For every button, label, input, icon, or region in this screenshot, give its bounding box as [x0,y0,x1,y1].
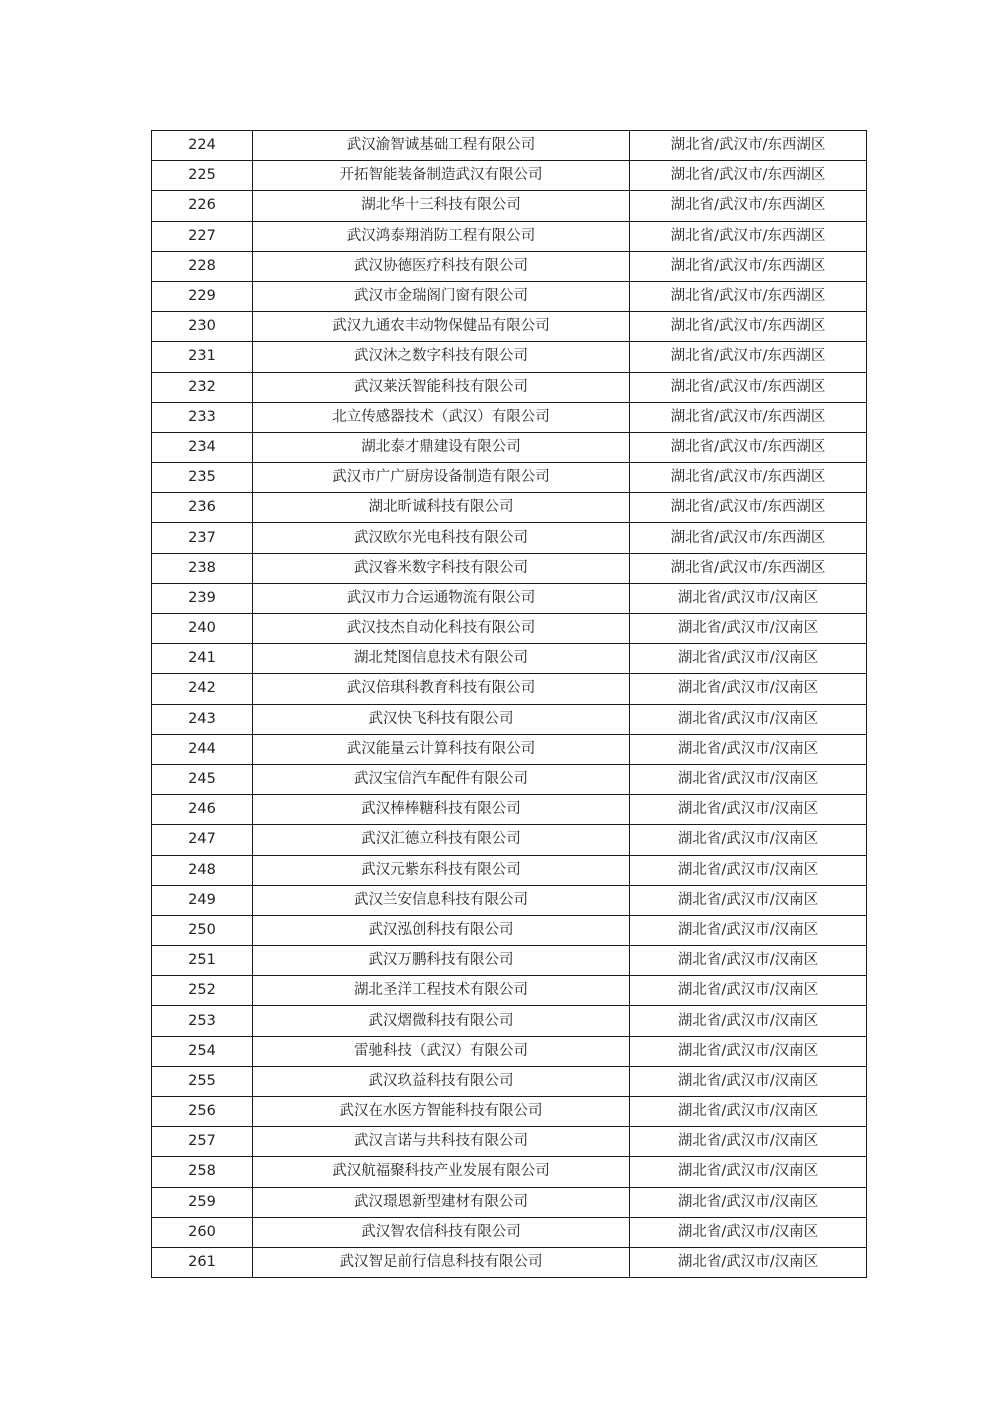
row-number-cell: 228 [152,251,253,281]
company-name-cell: 开拓智能装备制造武汉有限公司 [253,161,630,191]
region-cell: 湖北省/武汉市/汉南区 [630,614,867,644]
table-row [152,251,867,281]
company-name-cell: 武汉航福聚科技产业发展有限公司 [253,1157,630,1187]
company-list-table [151,130,867,1278]
table-row [152,734,867,764]
company-name-cell: 武汉言诺与共科技有限公司 [253,1127,630,1157]
row-number-cell: 251 [152,946,253,976]
table-row [152,614,867,644]
table-row [152,221,867,251]
region-cell: 湖北省/武汉市/东西湖区 [630,463,867,493]
row-number-cell: 225 [152,161,253,191]
company-name-cell: 武汉技杰自动化科技有限公司 [253,614,630,644]
table-row [152,553,867,583]
row-number-cell: 224 [152,131,253,161]
row-number-cell: 226 [152,191,253,221]
region-cell: 湖北省/武汉市/汉南区 [630,976,867,1006]
row-number-cell: 232 [152,372,253,402]
company-name-cell: 武汉棒棒糖科技有限公司 [253,795,630,825]
row-number-cell: 230 [152,312,253,342]
region-cell: 湖北省/武汉市/东西湖区 [630,372,867,402]
company-name-cell: 湖北圣洋工程技术有限公司 [253,976,630,1006]
row-number-cell: 242 [152,674,253,704]
region-cell: 湖北省/武汉市/汉南区 [630,1157,867,1187]
row-number-cell: 250 [152,915,253,945]
company-name-cell: 武汉市力合运通物流有限公司 [253,583,630,613]
region-cell: 湖北省/武汉市/汉南区 [630,946,867,976]
table-row [152,855,867,885]
row-number-cell: 241 [152,644,253,674]
company-name-cell: 武汉兰安信息科技有限公司 [253,885,630,915]
table-row [152,342,867,372]
table-row [152,191,867,221]
company-name-cell: 武汉市广广厨房设备制造有限公司 [253,463,630,493]
region-cell: 湖北省/武汉市/汉南区 [630,764,867,794]
row-number-cell: 227 [152,221,253,251]
row-number-cell: 256 [152,1097,253,1127]
table-row [152,885,867,915]
row-number-cell: 239 [152,583,253,613]
row-number-cell: 245 [152,764,253,794]
table-row [152,312,867,342]
region-cell: 湖北省/武汉市/汉南区 [630,734,867,764]
region-cell: 湖北省/武汉市/东西湖区 [630,432,867,462]
row-number-cell: 235 [152,463,253,493]
region-cell: 湖北省/武汉市/汉南区 [630,885,867,915]
region-cell: 湖北省/武汉市/汉南区 [630,1127,867,1157]
company-name-cell: 武汉快飞科技有限公司 [253,704,630,734]
table-row [152,523,867,553]
region-cell: 湖北省/武汉市/东西湖区 [630,523,867,553]
region-cell: 湖北省/武汉市/汉南区 [630,1247,867,1277]
company-name-cell: 湖北泰才鼎建设有限公司 [253,432,630,462]
table-row [152,1247,867,1277]
region-cell: 湖北省/武汉市/汉南区 [630,704,867,734]
row-number-cell: 240 [152,614,253,644]
row-number-cell: 229 [152,281,253,311]
company-list-body [152,131,867,1278]
row-number-cell: 246 [152,795,253,825]
region-cell: 湖北省/武汉市/汉南区 [630,795,867,825]
row-number-cell: 254 [152,1036,253,1066]
table-row [152,402,867,432]
company-name-cell: 武汉鸿泰翔消防工程有限公司 [253,221,630,251]
table-row [152,946,867,976]
table-row [152,493,867,523]
region-cell: 湖北省/武汉市/汉南区 [630,644,867,674]
region-cell: 湖北省/武汉市/汉南区 [630,1097,867,1127]
table-row [152,1097,867,1127]
row-number-cell: 261 [152,1247,253,1277]
table-row [152,281,867,311]
row-number-cell: 253 [152,1006,253,1036]
table-row [152,915,867,945]
region-cell: 湖北省/武汉市/汉南区 [630,1036,867,1066]
table-row [152,1066,867,1096]
table-row [152,583,867,613]
region-cell: 湖北省/武汉市/东西湖区 [630,553,867,583]
table-row [152,644,867,674]
company-name-cell: 北立传感器技术（武汉）有限公司 [253,402,630,432]
row-number-cell: 234 [152,432,253,462]
company-name-cell: 武汉渝智诚基础工程有限公司 [253,131,630,161]
region-cell: 湖北省/武汉市/东西湖区 [630,402,867,432]
company-name-cell: 武汉宝信汽车配件有限公司 [253,764,630,794]
row-number-cell: 252 [152,976,253,1006]
row-number-cell: 231 [152,342,253,372]
region-cell: 湖北省/武汉市/汉南区 [630,1066,867,1096]
table-row [152,1127,867,1157]
company-name-cell: 湖北梵图信息技术有限公司 [253,644,630,674]
region-cell: 湖北省/武汉市/汉南区 [630,1006,867,1036]
row-number-cell: 257 [152,1127,253,1157]
row-number-cell: 244 [152,734,253,764]
region-cell: 湖北省/武汉市/东西湖区 [630,221,867,251]
company-name-cell: 武汉万鹏科技有限公司 [253,946,630,976]
table-row [152,1187,867,1217]
table-row [152,1157,867,1187]
region-cell: 湖北省/武汉市/东西湖区 [630,251,867,281]
company-name-cell: 武汉泓创科技有限公司 [253,915,630,945]
region-cell: 湖北省/武汉市/汉南区 [630,855,867,885]
row-number-cell: 243 [152,704,253,734]
region-cell: 湖北省/武汉市/汉南区 [630,583,867,613]
region-cell: 湖北省/武汉市/东西湖区 [630,493,867,523]
company-name-cell: 武汉智农信科技有限公司 [253,1217,630,1247]
table-row [152,1036,867,1066]
region-cell: 湖北省/武汉市/东西湖区 [630,281,867,311]
row-number-cell: 238 [152,553,253,583]
table-row [152,825,867,855]
row-number-cell: 236 [152,493,253,523]
region-cell: 湖北省/武汉市/东西湖区 [630,342,867,372]
row-number-cell: 247 [152,825,253,855]
table-row [152,976,867,1006]
table-row [152,764,867,794]
company-name-cell: 武汉在水医方智能科技有限公司 [253,1097,630,1127]
company-name-cell: 雷驰科技（武汉）有限公司 [253,1036,630,1066]
company-name-cell: 武汉玖益科技有限公司 [253,1066,630,1096]
company-name-cell: 武汉汇德立科技有限公司 [253,825,630,855]
company-name-cell: 武汉熠微科技有限公司 [253,1006,630,1036]
region-cell: 湖北省/武汉市/东西湖区 [630,161,867,191]
table-row [152,795,867,825]
row-number-cell: 258 [152,1157,253,1187]
company-name-cell: 武汉市金瑞阁门窗有限公司 [253,281,630,311]
company-name-cell: 武汉璟恩新型建材有限公司 [253,1187,630,1217]
company-name-cell: 武汉九通农丰动物保健品有限公司 [253,312,630,342]
table-row [152,463,867,493]
region-cell: 湖北省/武汉市/东西湖区 [630,191,867,221]
company-name-cell: 武汉协德医疗科技有限公司 [253,251,630,281]
row-number-cell: 233 [152,402,253,432]
region-cell: 湖北省/武汉市/汉南区 [630,1217,867,1247]
company-name-cell: 武汉莱沃智能科技有限公司 [253,372,630,402]
table-row [152,161,867,191]
region-cell: 湖北省/武汉市/东西湖区 [630,131,867,161]
row-number-cell: 255 [152,1066,253,1096]
table-row [152,704,867,734]
table-row [152,372,867,402]
company-name-cell: 武汉欧尔光电科技有限公司 [253,523,630,553]
company-name-cell: 武汉倍琪科教育科技有限公司 [253,674,630,704]
row-number-cell: 237 [152,523,253,553]
company-name-cell: 湖北昕诚科技有限公司 [253,493,630,523]
company-name-cell: 武汉智足前行信息科技有限公司 [253,1247,630,1277]
region-cell: 湖北省/武汉市/汉南区 [630,915,867,945]
company-name-cell: 湖北华十三科技有限公司 [253,191,630,221]
region-cell: 湖北省/武汉市/东西湖区 [630,312,867,342]
row-number-cell: 259 [152,1187,253,1217]
table-row [152,674,867,704]
region-cell: 湖北省/武汉市/汉南区 [630,1187,867,1217]
region-cell: 湖北省/武汉市/汉南区 [630,825,867,855]
table-row [152,131,867,161]
table-row [152,432,867,462]
company-name-cell: 武汉能量云计算科技有限公司 [253,734,630,764]
company-name-cell: 武汉元紫东科技有限公司 [253,855,630,885]
table-row [152,1217,867,1247]
region-cell: 湖北省/武汉市/汉南区 [630,674,867,704]
company-name-cell: 武汉沐之数字科技有限公司 [253,342,630,372]
row-number-cell: 260 [152,1217,253,1247]
table-row [152,1006,867,1036]
company-name-cell: 武汉睿米数字科技有限公司 [253,553,630,583]
row-number-cell: 248 [152,855,253,885]
row-number-cell: 249 [152,885,253,915]
